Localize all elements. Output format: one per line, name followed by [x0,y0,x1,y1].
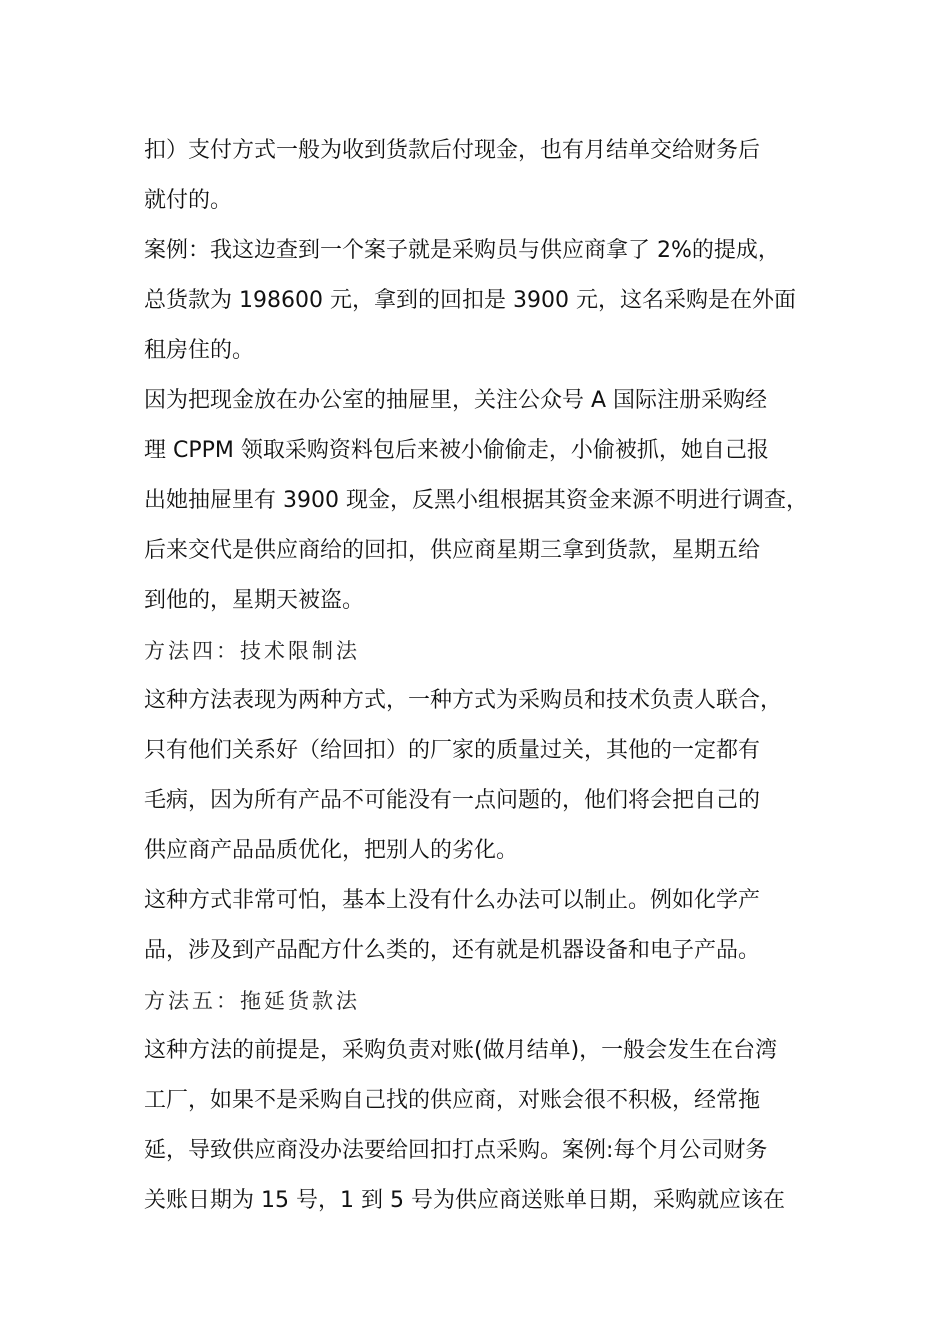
text-line: 出她抽屉里有 3900 现金，反黑小组根据其资金来源不明进行调查， [144,488,808,513]
text-line: 供应商产品品质优化，把别人的劣化。 [144,838,519,863]
text-line: 这种方法的前提是，采购负责对账(做月结单)，一般会发生在台湾 [144,1038,778,1063]
text-line: 品，涉及到产品配方什么类的，还有就是机器设备和电子产品。 [144,938,761,963]
section-heading: 方法四：技术限制法 [144,639,360,663]
text-line: 因为把现金放在办公室的抽屉里，关注公众号 A 国际注册采购经 [144,388,768,413]
text-line: 只有他们关系好（给回扣）的厂家的质量过关，其他的一定都有 [144,738,761,763]
text-line: 毛病，因为所有产品不可能没有一点问题的，他们将会把自己的 [144,788,761,813]
text-line: 后来交代是供应商给的回扣，供应商星期三拿到货款，星期五给 [144,538,761,563]
text-line: 总货款为 198600 元，拿到的回扣是 3900 元，这名采购是在外面 [144,288,796,313]
text-line: 理 CPPM 领取采购资料包后来被小偷偷走，小偷被抓，她自己报 [144,438,769,463]
text-line: 这种方法表现为两种方式，一种方式为采购员和技术负责人联合， [144,688,783,713]
text-line: 扣）支付方式一般为收到货款后付现金，也有月结单交给财务后 [144,138,761,163]
text-line: 工厂，如果不是采购自己找的供应商，对账会很不积极，经常拖 [144,1088,761,1113]
text-line: 到他的，星期天被盗。 [144,588,365,613]
section-heading: 方法五：拖延货款法 [144,989,360,1013]
text-line: 延，导致供应商没办法要给回扣打点采购。案例:每个月公司财务 [144,1138,768,1163]
text-line: 案例：我这边查到一个案子就是采购员与供应商拿了 2%的提成， [144,238,780,263]
document-body [144,126,834,1226]
text-line: 这种方式非常可怕，基本上没有什么办法可以制止。例如化学产 [144,888,761,913]
text-line: 关账日期为 15 号，1 到 5 号为供应商送账单日期，采购就应该在 [144,1188,785,1213]
text-line: 租房住的。 [144,338,255,363]
text-line: 就付的。 [144,188,233,213]
